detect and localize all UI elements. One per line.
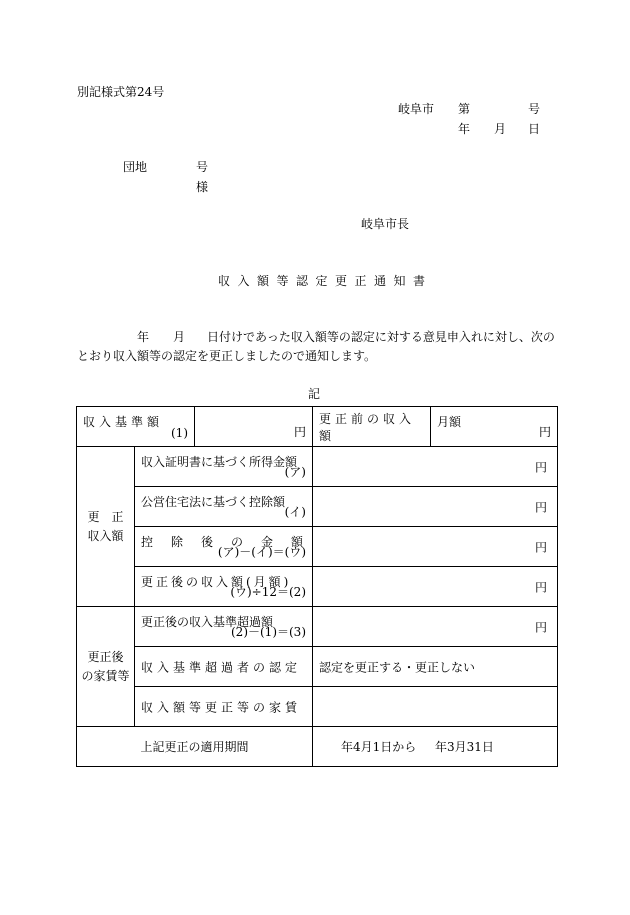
income-standard-label: 収入基準額 (83, 415, 164, 429)
monthly-amount-cell (431, 407, 558, 447)
row-corrected-rent (77, 687, 558, 727)
income-certificate-unit: 円 (534, 460, 547, 474)
addressee-danchi: 団地 (123, 160, 148, 174)
after-deduction-unit: 円 (534, 540, 547, 554)
income-standard-unit: 円 (293, 425, 306, 439)
document-number-prefix: 第 (458, 102, 471, 116)
application-period-value-cell (313, 727, 558, 767)
row-excess-certification (77, 647, 558, 687)
monthly-unit: 円 (538, 425, 551, 439)
addressee-sama: 様 (196, 180, 209, 194)
row-income-certificate (77, 447, 558, 487)
excess-amount-label: 更正後の収入基準超過額 (141, 615, 274, 629)
corrected-monthly-value-cell (313, 567, 558, 607)
prev-income-label-cell (313, 407, 431, 447)
prev-income-label: 更正前の収入額 (319, 411, 416, 443)
period-from: 年4月1日から (341, 740, 417, 754)
row-deduction (77, 487, 558, 527)
corrected-rent-value-cell (313, 687, 558, 727)
issuer-city: 岐阜市 (398, 102, 435, 116)
deduction-label: 公営住宅法に基づく控除額 (141, 495, 286, 509)
document-number-suffix: 号 (528, 102, 541, 116)
period-to: 年3月31日 (435, 740, 494, 754)
corrected-monthly-label-cell (135, 567, 313, 607)
corrected-monthly-label: 更正後の収入額(月額) (141, 575, 292, 589)
excess-amount-unit: 円 (534, 620, 547, 634)
excess-cert-value: 認定を更正する・更正しない (319, 660, 476, 674)
monthly-label: 月額 (437, 415, 462, 429)
income-certificate-value-cell (313, 447, 558, 487)
application-period-label-cell (77, 727, 313, 767)
row-excess-amount (77, 607, 558, 647)
excess-amount-value-cell (313, 607, 558, 647)
after-deduction-value-cell (313, 527, 558, 567)
rent-group-label-a: 更正後 (87, 649, 124, 664)
corrected-monthly-unit: 円 (534, 580, 547, 594)
corrected-income-group-cell (77, 447, 135, 607)
income-certificate-label-cell (135, 447, 313, 487)
date-day: 日 (528, 122, 541, 136)
row-application-period (77, 727, 558, 767)
income-standard-label-cell (77, 407, 195, 447)
deduction-value-cell (313, 487, 558, 527)
excess-cert-label-cell (135, 647, 313, 687)
deduction-label-cell (135, 487, 313, 527)
document-title: 収入額等認定更正通知書 (218, 274, 433, 288)
corrected-rent-label: 収入額等更正等の家賃 (141, 700, 302, 714)
ki-label: 記 (308, 387, 321, 401)
rent-group-cell (77, 607, 135, 727)
deduction-unit: 円 (534, 500, 547, 514)
excess-amount-label-cell (135, 607, 313, 647)
corrected-income-group-label-b: 収入額 (87, 528, 124, 543)
deduction-sub: (イ) (284, 505, 306, 519)
excess-amount-sub: (2)－(1)＝(3) (231, 625, 306, 639)
body-month: 月 (173, 330, 186, 344)
corrected-monthly-sub: (ウ)÷12＝(2) (230, 585, 306, 599)
corrected-income-group-label-a: 更 正 (87, 509, 124, 524)
row-income-standard (77, 407, 558, 447)
addressee-go: 号 (196, 160, 209, 174)
application-period-label: 上記更正の適用期間 (140, 740, 249, 754)
after-deduction-label-cell (135, 527, 322, 567)
after-deduction-label: 控除後の金額 (141, 535, 322, 549)
body-year: 年 (137, 330, 150, 344)
income-standard-sub: (1) (171, 426, 188, 440)
rent-group-label-b: の家賃等 (81, 668, 130, 683)
date-month: 月 (494, 122, 507, 136)
form-number: 別記様式第24号 (77, 85, 165, 99)
excess-cert-label: 収入基準超過者の認定 (141, 660, 302, 674)
income-certificate-label: 収入証明書に基づく所得金額 (141, 455, 298, 469)
income-certificate-sub: (ア) (284, 465, 306, 479)
excess-cert-value-cell (313, 647, 558, 687)
corrected-rent-label-cell (135, 687, 313, 727)
certification-table (76, 406, 558, 767)
date-year: 年 (458, 122, 471, 136)
issuer-mayor: 岐阜市長 (361, 217, 410, 231)
after-deduction-sub: (ア)－(イ)＝(ウ) (217, 545, 306, 559)
row-corrected-monthly-income (77, 567, 558, 607)
row-after-deduction (77, 527, 558, 567)
income-standard-value-cell (195, 407, 313, 447)
body-line1: 日付けであった収入額等の認定に対する意見申入れに対し、次の (207, 330, 555, 344)
body-line2: とおり収入額等の認定を更正しましたので通知します。 (77, 349, 377, 363)
